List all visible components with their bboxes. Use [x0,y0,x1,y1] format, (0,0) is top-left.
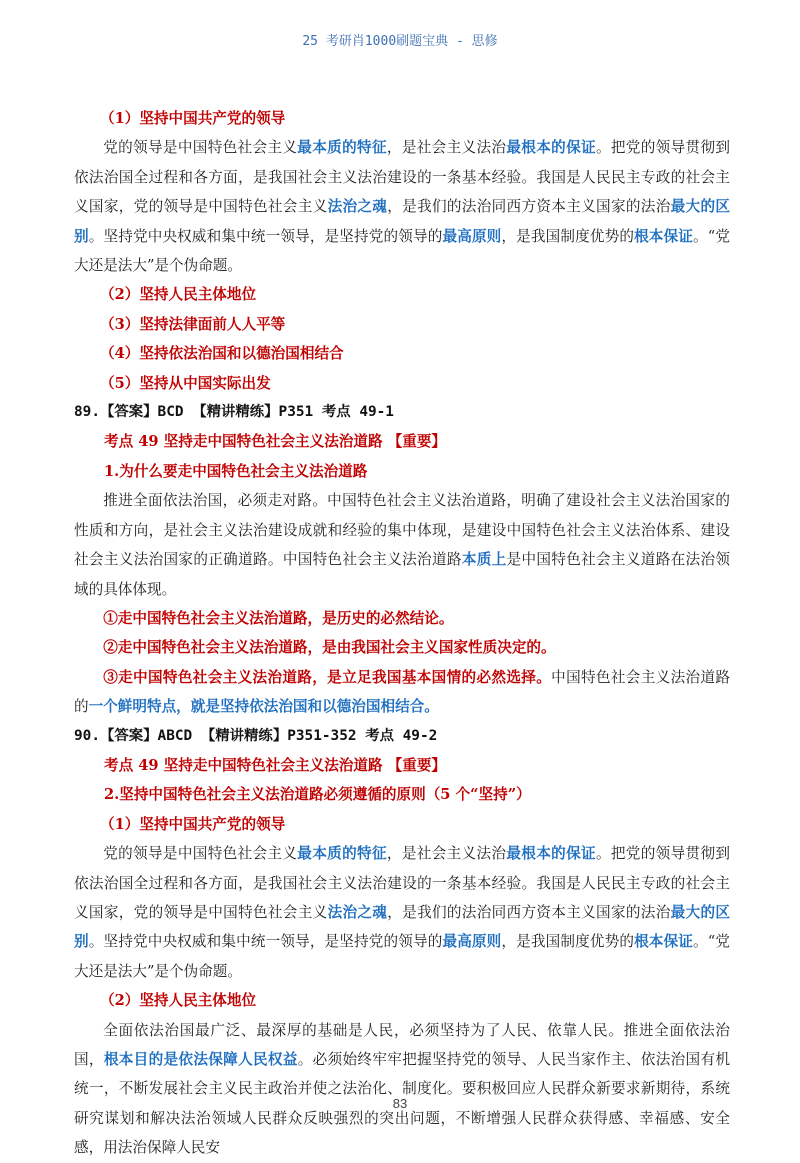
point-2: ②走中国特色社会主义法治道路，是由我国社会主义国家性质决定的。 [103,639,556,657]
topic-90: 考点 49 坚持走中国特色社会主义法治道路 【重要】 [104,756,447,774]
text: 。坚持党中央权威和集中统一领导，是坚持党的领导的 [88,227,443,245]
paragraph-party-leadership [74,133,730,280]
heading-people-2: （2）坚持人民主体地位 [100,992,257,1010]
point-1: ①走中国特色社会主义法治道路，是历史的必然结论。 [103,609,454,627]
highlight: 根本保证 [634,227,694,245]
text: ，是社会主义法治 [386,845,507,863]
paragraph-people [74,1016,730,1163]
highlight: 最根本的保证 [506,845,596,863]
heading-people: （2）坚持人民主体地位 [100,286,257,304]
page-number: 83 [392,1096,408,1111]
highlight: 一个鲜明特点，就是坚持依法治国和以德治国相结合。 [88,698,439,716]
text: 。把党的领导贯彻到依法治国全过程和各方面，是我国社会主义法治建设的一条基本经验。我国是人民民主专政的社会主义国家，党的领导是中国特色社会主义 [74,139,730,216]
subtopic-90: 2.坚持中国特色社会主义法治道路必须遵循的原则（5 个“坚持”） [104,786,531,804]
highlight: 最高原则 [442,933,502,951]
highlight: 法治之魂 [327,198,388,216]
heading-law-virtue: （4）坚持依法治国和以德治国相结合 [100,345,344,363]
heading-party-leadership-2: （1）坚持中国共产党的领导 [100,815,286,833]
subtopic-89: 1.为什么要走中国特色社会主义法治道路 [104,462,368,480]
text: 全面依法治国最广泛、最深厚的基础是人民，必须坚持为了人民、依靠人民。推进全面依法治国， [74,1021,730,1068]
text: ，是我们的法治同西方资本主义国家的法治 [387,903,671,921]
highlight: 最高原则 [442,227,502,245]
document-body [74,104,730,1163]
text: 。“党大还是法大”是个伪命题。 [74,227,730,275]
highlight: 最本质的特征 [297,139,387,157]
highlight: 最大的区别 [74,198,730,245]
highlight: 最本质的特征 [297,845,387,863]
highlight: 根本目的是依法保障人民权益 [103,1051,298,1068]
paragraph-party-leadership-2 [74,839,730,986]
highlight: 最大的区别 [74,903,730,951]
heading-party-leadership: （1）坚持中国共产党的领导 [100,110,286,127]
text: 。必须始终牢牢把握坚持党的领导、人民当家作主、依法治国有机统一，不断发展社会主义民主政治并使之法治化、制度化。要积极回应人民群众新要求新期待，系统研究谋划和解决法治领域人民群众反映强烈的突出问题，不断增强人民群众获得感、幸福感、安全感，用法治保障人民安 [74,1051,730,1157]
answer-89: 89.【答案】BCD 【精讲精练】P351 考点 49-1 [74,404,394,421]
heading-reality: （5）坚持从中国实际出发 [100,374,271,392]
answer-90: 90.【答案】ABCD 【精讲精练】P351-352 考点 49-2 [74,727,438,744]
text: 党的领导是中国特色社会主义 [103,139,298,157]
text: 是中国特色社会主义道路在法治领域的具体体现。 [74,551,730,598]
highlight: 本质上 [461,551,507,569]
text: ，是我国制度优势的 [501,933,635,951]
text: ，是我国制度优势的 [501,227,635,245]
text: 推进全面依法治国，必须走对路。中国特色社会主义法治道路，明确了建设社会主义法治国家的性质和方向，是社会主义法治建设成就和经验的集中体现，是建设中国特色社会主义法治体系、建设社会主义法治国家的正确道路。中国特色社会主义法治道路 [74,492,730,569]
heading-equality: （3）坚持法律面前人人平等 [100,315,286,333]
point-3 [74,663,730,722]
highlight: 法治之魂 [327,903,388,921]
text: ，是社会主义法治 [386,139,507,157]
text: 中国特色社会主义法治道路的 [74,668,730,716]
topic-89: 考点 49 坚持走中国特色社会主义法治道路 【重要】 [104,433,447,451]
text: 党的领导是中国特色社会主义 [103,845,298,863]
paragraph-why-path [74,486,730,604]
highlight: 根本保证 [634,933,694,951]
highlight: 最根本的保证 [506,139,596,157]
text: 。“党大还是法大”是个伪命题。 [74,933,730,980]
text: 。把党的领导贯彻到依法治国全过程和各方面，是我国社会主义法治建设的一条基本经验。我国是人民民主专政的社会主义国家，党的领导是中国特色社会主义 [74,845,730,921]
page-header: 25 考研肖1000刷题宝典 - 思修 [302,34,498,49]
text: 。坚持党中央权威和集中统一领导，是坚持党的领导的 [88,933,443,951]
text: ，是我们的法治同西方资本主义国家的法治 [387,198,671,216]
point-3-red: ③走中国特色社会主义法治道路，是立足我国基本国情的必然选择。 [103,668,552,686]
